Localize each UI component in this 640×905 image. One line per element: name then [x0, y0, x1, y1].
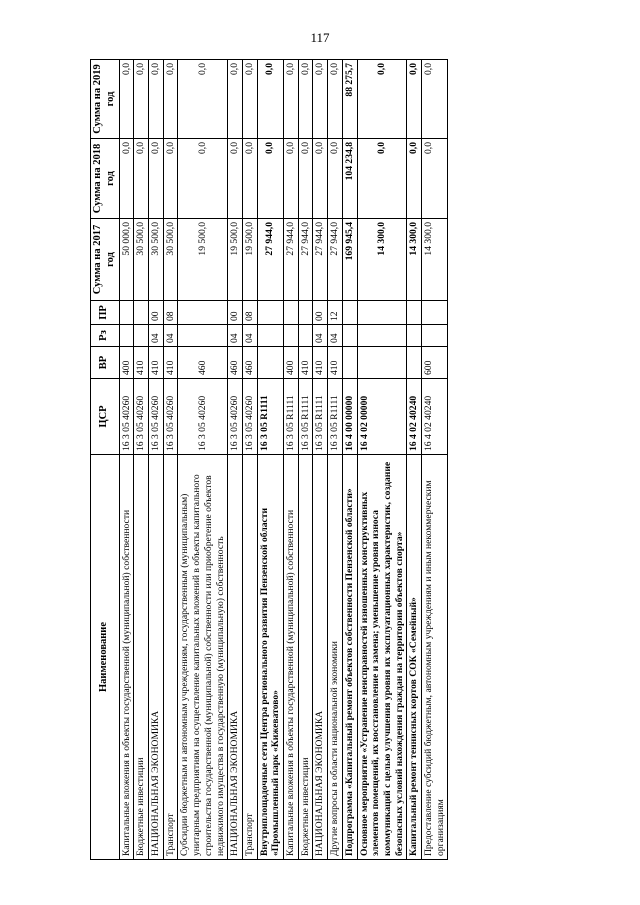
cell-csr: 16 3 05 R1111: [284, 379, 299, 455]
cell-csr: 16 3 05 R1111: [298, 379, 313, 455]
cell-y2017: 14 300,0: [357, 219, 407, 301]
table-body: [119, 60, 448, 860]
cell-y2019: 0,0: [149, 60, 164, 139]
cell-name: Основное мероприятие «Устранение неисправностей изношенных конструктивных элементов помещений, их восстановление и замена; уменьшение уровня износа коммуникаций с целью улучшения уровня их эксплуатационных характеристик, создание безопасных условий нахождения граждан на территории объектов спорта»: [357, 455, 407, 860]
cell-rz: [119, 325, 134, 347]
cell-y2019: 88 275,7: [342, 60, 357, 139]
cell-vr: [342, 347, 357, 379]
cell-vr: 410: [134, 347, 149, 379]
cell-name: Капитальный ремонт теннисных кортов СОК «Семейный»: [407, 455, 422, 860]
table-row: [313, 60, 328, 860]
cell-name: Капитальные вложения в объекты государственной (муниципальной) собственности: [284, 455, 299, 860]
cell-rz: [257, 325, 283, 347]
cell-vr: 410: [163, 347, 178, 379]
cell-rz: 04: [163, 325, 178, 347]
cell-y2018: 0,0: [178, 139, 228, 219]
cell-csr: 16 4 00 00000: [342, 379, 357, 455]
cell-rz: 04: [328, 325, 343, 347]
cell-y2018: 0,0: [284, 139, 299, 219]
cell-vr: 400: [119, 347, 134, 379]
table-row: [163, 60, 178, 860]
cell-y2017: 27 944,0: [328, 219, 343, 301]
cell-y2019: 0,0: [257, 60, 283, 139]
cell-pr: [119, 301, 134, 325]
header-pr: ПР: [91, 301, 120, 325]
header-2018: Сумма на 2018 год: [91, 139, 120, 219]
cell-csr: 16 4 02 40240: [407, 379, 422, 455]
cell-name: НАЦИОНАЛЬНАЯ ЭКОНОМИКА: [149, 455, 164, 860]
page-number: 117: [310, 30, 330, 45]
cell-rz: 04: [313, 325, 328, 347]
cell-y2019: 0,0: [328, 60, 343, 139]
cell-rz: [342, 325, 357, 347]
cell-y2018: 0,0: [242, 139, 257, 219]
cell-y2018: 0,0: [228, 139, 243, 219]
cell-y2019: 0,0: [228, 60, 243, 139]
header-2017: Сумма на 2017 год: [91, 219, 120, 301]
cell-name: Субсидии бюджетным и автономным учреждениям, государственным (муниципальным) унитарным предприятиям на осуществление капитальных вложений в объекты капитального строительства государственной (муниципальной) собственности или приобретение объектов недвижимого имущества в государственную (муниципальную) собственность: [178, 455, 228, 860]
cell-rz: [357, 325, 407, 347]
table-header-row: [91, 60, 120, 860]
cell-name: Предоставление субсидий бюджетным, автономным учреждениям и иным некоммерческим организациям: [422, 455, 448, 860]
cell-rz: [298, 325, 313, 347]
cell-vr: [407, 347, 422, 379]
cell-y2018: 0,0: [298, 139, 313, 219]
cell-y2017: 27 944,0: [257, 219, 283, 301]
cell-name: Подпрограмма «Капитальный ремонт объектов собственности Пензенской области»: [342, 455, 357, 860]
cell-csr: 16 3 05 40260: [163, 379, 178, 455]
header-vr: ВР: [91, 347, 120, 379]
cell-name: Транспорт: [242, 455, 257, 860]
cell-y2018: 104 234,8: [342, 139, 357, 219]
cell-vr: 410: [149, 347, 164, 379]
cell-name: НАЦИОНАЛЬНАЯ ЭКОНОМИКА: [228, 455, 243, 860]
cell-y2018: 0,0: [163, 139, 178, 219]
header-rz: Рз: [91, 325, 120, 347]
cell-pr: [178, 301, 228, 325]
header-csr: ЦСР: [91, 379, 120, 455]
cell-csr: 16 3 05 40260: [178, 379, 228, 455]
table-row: [342, 60, 357, 860]
cell-csr: 16 4 02 40240: [422, 379, 448, 455]
cell-name: Бюджетные инвестиции: [298, 455, 313, 860]
cell-csr: 16 3 05 R1111: [313, 379, 328, 455]
cell-csr: 16 3 05 40260: [149, 379, 164, 455]
cell-name: Другие вопросы в области национальной экономики: [328, 455, 343, 860]
table-row: [149, 60, 164, 860]
cell-rz: 04: [149, 325, 164, 347]
cell-pr: [284, 301, 299, 325]
cell-vr: 460: [178, 347, 228, 379]
cell-y2018: 0,0: [134, 139, 149, 219]
cell-y2017: 27 944,0: [298, 219, 313, 301]
table-row: [407, 60, 422, 860]
cell-pr: 00: [228, 301, 243, 325]
table-row: [357, 60, 407, 860]
cell-y2019: 0,0: [119, 60, 134, 139]
cell-rz: [134, 325, 149, 347]
cell-pr: [134, 301, 149, 325]
cell-pr: 00: [149, 301, 164, 325]
table-row: [328, 60, 343, 860]
cell-y2017: 50 000,0: [119, 219, 134, 301]
cell-pr: [407, 301, 422, 325]
cell-rz: [178, 325, 228, 347]
cell-csr: 16 3 05 40260: [228, 379, 243, 455]
cell-y2019: 0,0: [298, 60, 313, 139]
table-row: [119, 60, 134, 860]
cell-y2017: 30 500,0: [134, 219, 149, 301]
cell-y2019: 0,0: [422, 60, 448, 139]
cell-y2017: 30 500,0: [163, 219, 178, 301]
cell-pr: [342, 301, 357, 325]
cell-rz: [284, 325, 299, 347]
cell-csr: 16 3 05 40260: [242, 379, 257, 455]
cell-name: Капитальные вложения в объекты государственной (муниципальной) собственности: [119, 455, 134, 860]
table-row: [242, 60, 257, 860]
header-2019: Сумма на 2019 год: [91, 60, 120, 139]
cell-vr: 460: [228, 347, 243, 379]
cell-rz: [407, 325, 422, 347]
cell-pr: 12: [328, 301, 343, 325]
table-row: [228, 60, 243, 860]
cell-csr: 16 3 05 R1111: [328, 379, 343, 455]
table-row: [178, 60, 228, 860]
table-row: [284, 60, 299, 860]
cell-csr: 16 3 05 R1111: [257, 379, 283, 455]
cell-y2019: 0,0: [178, 60, 228, 139]
cell-y2017: 19 500,0: [178, 219, 228, 301]
budget-table: [90, 59, 448, 860]
cell-vr: 460: [242, 347, 257, 379]
cell-y2017: 30 500,0: [149, 219, 164, 301]
cell-y2018: 0,0: [328, 139, 343, 219]
cell-csr: 16 3 05 40260: [134, 379, 149, 455]
cell-vr: 400: [284, 347, 299, 379]
cell-vr: 410: [298, 347, 313, 379]
rotated-table-container: [90, 60, 610, 860]
table-row: [298, 60, 313, 860]
table-row: [422, 60, 448, 860]
cell-vr: 410: [328, 347, 343, 379]
cell-y2017: 19 500,0: [242, 219, 257, 301]
cell-y2017: 27 944,0: [284, 219, 299, 301]
cell-y2018: 0,0: [407, 139, 422, 219]
cell-pr: [298, 301, 313, 325]
cell-rz: 04: [228, 325, 243, 347]
cell-y2017: 27 944,0: [313, 219, 328, 301]
cell-y2017: 14 300,0: [422, 219, 448, 301]
cell-y2018: 0,0: [313, 139, 328, 219]
cell-csr: 16 4 02 00000: [357, 379, 407, 455]
cell-y2018: 0,0: [119, 139, 134, 219]
cell-rz: 04: [242, 325, 257, 347]
cell-pr: 08: [242, 301, 257, 325]
cell-y2019: 0,0: [134, 60, 149, 139]
cell-y2017: 19 500,0: [228, 219, 243, 301]
header-name: Наименование: [91, 455, 120, 860]
cell-name: Транспорт: [163, 455, 178, 860]
cell-y2018: 0,0: [149, 139, 164, 219]
cell-y2019: 0,0: [163, 60, 178, 139]
cell-y2019: 0,0: [313, 60, 328, 139]
cell-y2018: 0,0: [422, 139, 448, 219]
cell-y2019: 0,0: [242, 60, 257, 139]
cell-y2018: 0,0: [257, 139, 283, 219]
cell-pr: 00: [313, 301, 328, 325]
cell-rz: [422, 325, 448, 347]
cell-pr: [257, 301, 283, 325]
cell-vr: 600: [422, 347, 448, 379]
cell-name: Бюджетные инвестиции: [134, 455, 149, 860]
cell-name: Внутриплощадочные сети Центра регионального развития Пензенской области «Промышленный парк «Кижеватово»: [257, 455, 283, 860]
cell-vr: [257, 347, 283, 379]
cell-pr: 08: [163, 301, 178, 325]
cell-y2019: 0,0: [357, 60, 407, 139]
table-row: [257, 60, 283, 860]
cell-pr: [422, 301, 448, 325]
cell-vr: 410: [313, 347, 328, 379]
cell-y2017: 14 300,0: [407, 219, 422, 301]
cell-csr: 16 3 05 40260: [119, 379, 134, 455]
cell-y2017: 169 945,4: [342, 219, 357, 301]
cell-pr: [357, 301, 407, 325]
cell-y2019: 0,0: [407, 60, 422, 139]
cell-vr: [357, 347, 407, 379]
table-row: [134, 60, 149, 860]
cell-name: НАЦИОНАЛЬНАЯ ЭКОНОМИКА: [313, 455, 328, 860]
cell-y2019: 0,0: [284, 60, 299, 139]
cell-y2018: 0,0: [357, 139, 407, 219]
